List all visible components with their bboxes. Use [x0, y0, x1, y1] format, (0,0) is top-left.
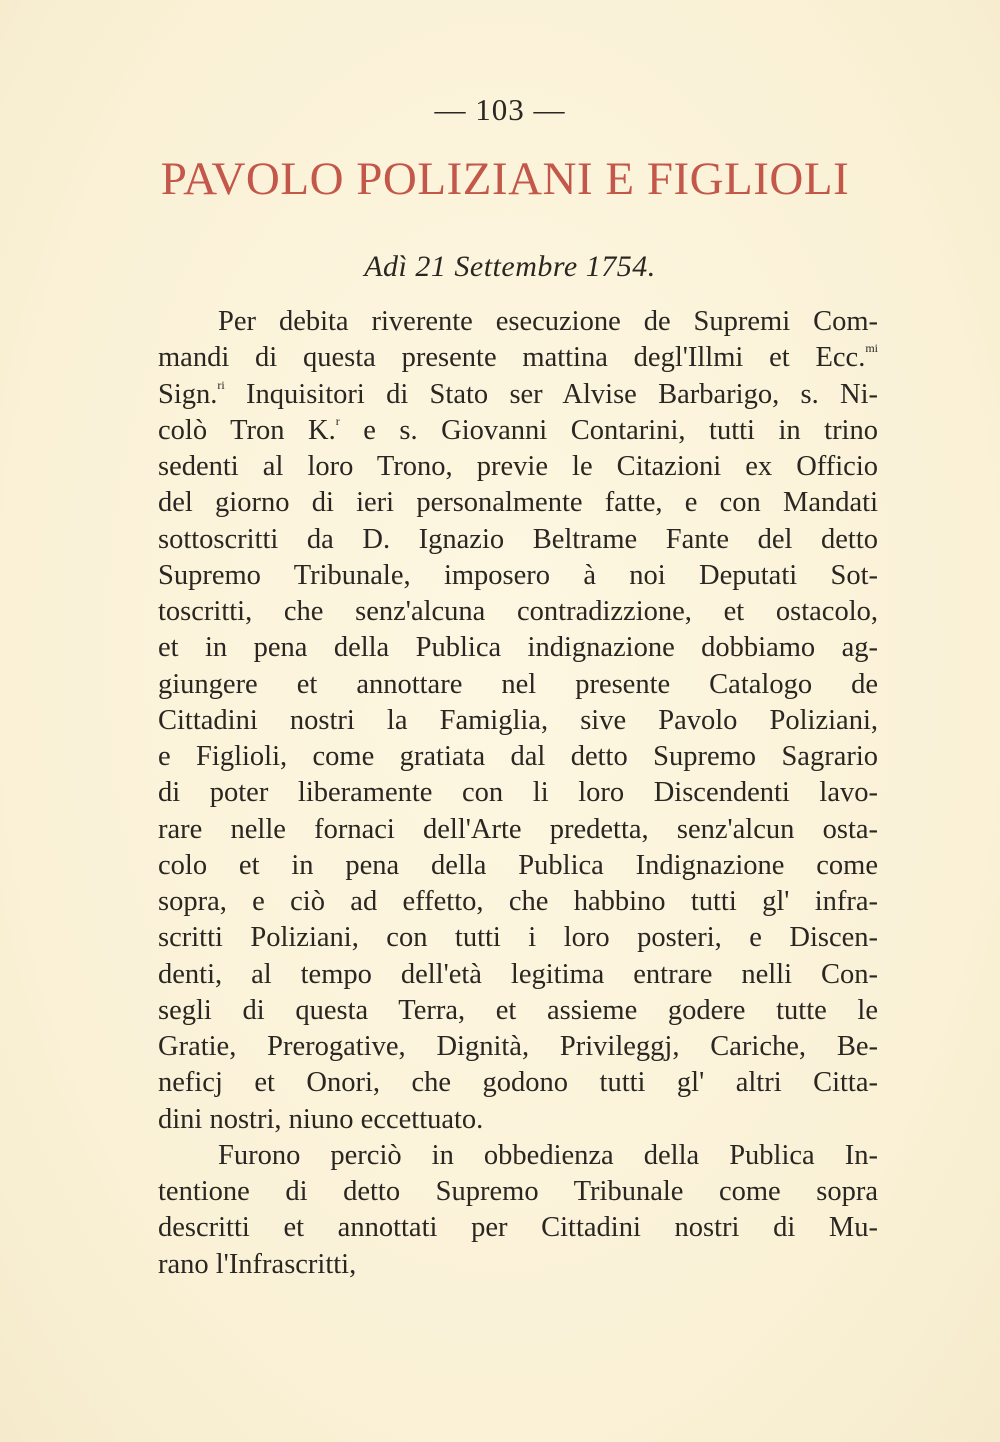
text-run: tentione di detto Supremo Tribunale come sopra [158, 1176, 878, 1207]
text-run: denti, al tempo dell'età legitima entrare nelli Con- [158, 958, 878, 990]
text-line [158, 775, 878, 811]
paragraph-1 [158, 304, 878, 1138]
text-run: neficj et Onori, che godono tutti gl' altri Citta- [158, 1067, 878, 1099]
text-run: e Figlioli, come gratiata dal detto Supremo Sagrario [158, 741, 878, 772]
text-run: Furono perciò in obbedienza della Publica In- [218, 1139, 878, 1171]
superscript-abbrev: r [335, 413, 340, 428]
text-run: dini nostri, niuno eccettuato. [158, 1103, 484, 1135]
superscript-abbrev: mi [865, 341, 878, 356]
text-run: e s. Giovanni Contarini, tutti in trino [339, 414, 878, 446]
text-run: scritti Poliziani, con tutti i loro posteri, e Discen- [158, 922, 878, 954]
text-run: Supremo Tribunale, imposero à noi Deputati Sot- [158, 559, 878, 591]
text-run: sedenti al loro Trono, previe le Citazioni ex Officio [158, 451, 878, 482]
chapter-title: PAVOLO POLIZIANI E FIGLIOLI [160, 153, 850, 205]
text-line [158, 522, 878, 558]
text-line [158, 957, 878, 993]
text-line [158, 920, 878, 956]
text-line [158, 1065, 878, 1101]
text-run: Cittadini nostri la Famiglia, sive Pavolo Poliziani, [158, 704, 878, 736]
text-line [158, 848, 878, 884]
text-line [158, 1029, 878, 1065]
text-line [158, 1210, 878, 1246]
text-run: et in pena della Publica indignazione dobbiamo ag- [158, 632, 878, 664]
text-line [158, 1247, 878, 1283]
page-number: — 103 — [434, 92, 566, 127]
text-run: colo et in pena della Publica Indignazione come [158, 849, 878, 881]
paragraph-2 [158, 1138, 878, 1283]
text-run: di poter liberamente con li loro Discendenti lavo- [158, 777, 878, 809]
text-run: Per debita riverente esecuzione de Supremi Com- [218, 306, 878, 337]
text-run: sopra, e ciò ad effetto, che habbino tutti gl' infra- [158, 886, 878, 917]
text-line [158, 884, 878, 920]
text-run: Inquisitori di Stato ser Alvise Barbarigo, s. Ni- [224, 378, 878, 410]
text-line [158, 413, 878, 449]
body-text [158, 304, 878, 1283]
text-run: descritti et annottati per Cittadini nostri di Mu- [158, 1212, 878, 1244]
text-line [158, 449, 878, 485]
text-line [158, 812, 878, 848]
text-run: Sign. [158, 378, 218, 410]
text-run: colò Tron K. [158, 414, 336, 446]
text-run: Gratie, Prerogative, Dignità, Privileggj, Cariche, Be- [158, 1031, 878, 1062]
text-line [158, 485, 878, 521]
text-line [158, 594, 878, 630]
text-run: del giorno di ieri personalmente fatte, e con Mandati [158, 487, 878, 519]
text-line [158, 993, 878, 1029]
text-line [158, 703, 878, 739]
text-run: sottoscritti da D. Ignazio Beltrame Fante del detto [158, 523, 878, 555]
text-line [158, 340, 878, 376]
text-line [158, 377, 878, 413]
text-line [158, 630, 878, 666]
text-run: rare nelle fornaci dell'Arte predetta, senz'alcun osta- [158, 813, 878, 845]
superscript-abbrev: ri [217, 377, 225, 392]
text-line [158, 1138, 878, 1174]
text-run: segli di questa Terra, et assieme godere tutte le [158, 994, 878, 1026]
text-run: rano l'Infrascritti, [158, 1248, 357, 1280]
text-run: giungere et annottare nel presente Catalogo de [158, 668, 878, 700]
text-line [158, 739, 878, 775]
text-line [158, 304, 878, 340]
text-run: mandi di questa presente mattina degl'Illmi et Ecc. [158, 342, 866, 374]
date-line: Adì 21 Settembre 1754. [364, 250, 656, 283]
text-line [158, 667, 878, 703]
text-line [158, 558, 878, 594]
text-line [158, 1102, 878, 1138]
text-line [158, 1174, 878, 1210]
text-run: toscritti, che senz'alcuna contradizzione, et ostacolo, [158, 596, 878, 627]
